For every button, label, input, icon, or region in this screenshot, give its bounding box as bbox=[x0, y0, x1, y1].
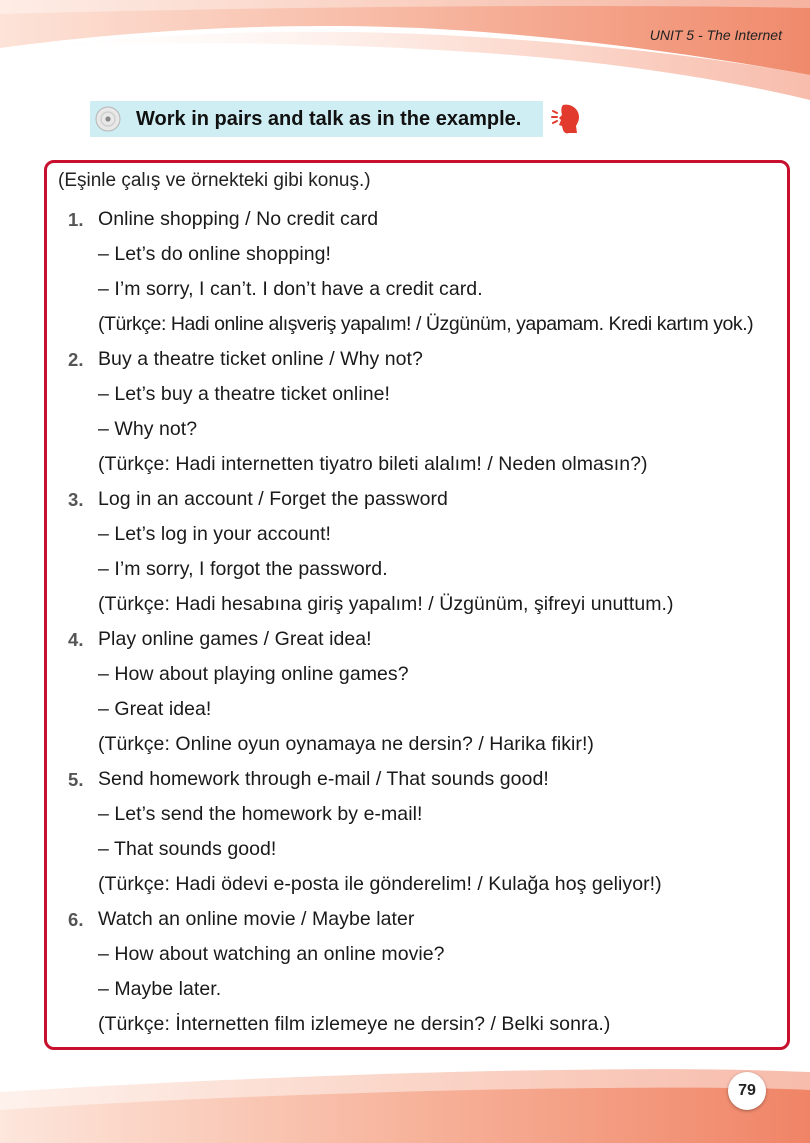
item-number: 2. bbox=[68, 349, 84, 370]
footer-decoration bbox=[0, 1052, 810, 1143]
dialogue-line-b: – Why not? bbox=[98, 418, 198, 440]
unit-title: UNIT 5 - The Internet bbox=[649, 27, 782, 43]
turkish-translation: (Türkçe: Online oyun oynamaya ne dersin? / Harika fikir!) bbox=[98, 733, 594, 755]
disc-icon bbox=[90, 101, 126, 137]
dialogue-line-a: – How about playing online games? bbox=[98, 663, 409, 685]
item-prompt: Play online games / Great idea! bbox=[98, 628, 372, 650]
turkish-translation: (Türkçe: Hadi internetten tiyatro bileti alalım! / Neden olmasın?) bbox=[98, 453, 648, 475]
turkish-translation: (Türkçe: İnternetten film izlemeye ne dersin? / Belki sonra.) bbox=[98, 1013, 611, 1035]
dialogue-line-b: – I’m sorry, I forgot the password. bbox=[98, 558, 388, 580]
dialogue-line-a: – Let’s log in your account! bbox=[98, 523, 332, 545]
item-number: 4. bbox=[68, 629, 84, 650]
dialogue-line-a: – Let’s do online shopping! bbox=[98, 243, 332, 265]
item-prompt: Buy a theatre ticket online / Why not? bbox=[98, 348, 423, 370]
header-decoration bbox=[0, 0, 810, 110]
dialogue-line-a: – Let’s buy a theatre ticket online! bbox=[98, 383, 390, 405]
dialogue-line-b: – I’m sorry, I can’t. I don’t have a credit card. bbox=[98, 278, 483, 300]
item-number: 5. bbox=[68, 769, 84, 790]
item-prompt: Log in an account / Forget the password bbox=[98, 488, 448, 510]
item-prompt: Send homework through e-mail / That sounds good! bbox=[98, 768, 549, 790]
item-prompt: Online shopping / No credit card bbox=[98, 208, 379, 230]
item-number: 1. bbox=[68, 209, 84, 230]
turkish-translation: (Türkçe: Hadi online alışveriş yapalım! / Üzgünüm, yapamam. Kredi kartım yok.) bbox=[98, 313, 754, 335]
turkish-translation: (Türkçe: Hadi ödevi e-posta ile gönderelim! / Kulağa hoş geliyor!) bbox=[98, 873, 662, 895]
dialogue-line-a: – How about watching an online movie? bbox=[98, 943, 445, 965]
page-number: 79 bbox=[728, 1072, 766, 1110]
dialogue-line-a: – Let’s send the homework by e-mail! bbox=[98, 803, 423, 825]
instruction-banner bbox=[90, 101, 543, 137]
dialogue-line-b: – Great idea! bbox=[98, 698, 212, 720]
turkish-instruction: (Eşinle çalış ve örnekteki gibi konuş.) bbox=[58, 170, 371, 191]
item-number: 3. bbox=[68, 489, 84, 510]
dialogue-line-b: – That sounds good! bbox=[98, 838, 277, 860]
dialogue-line-b: – Maybe later. bbox=[98, 978, 222, 1000]
item-prompt: Watch an online movie / Maybe later bbox=[98, 908, 415, 930]
item-number: 6. bbox=[68, 909, 84, 930]
turkish-translation: (Türkçe: Hadi hesabına giriş yapalım! / Üzgünüm, şifreyi unuttum.) bbox=[98, 593, 674, 615]
speaking-head-icon bbox=[549, 101, 585, 137]
instruction-text: Work in pairs and talk as in the example. bbox=[136, 107, 522, 130]
